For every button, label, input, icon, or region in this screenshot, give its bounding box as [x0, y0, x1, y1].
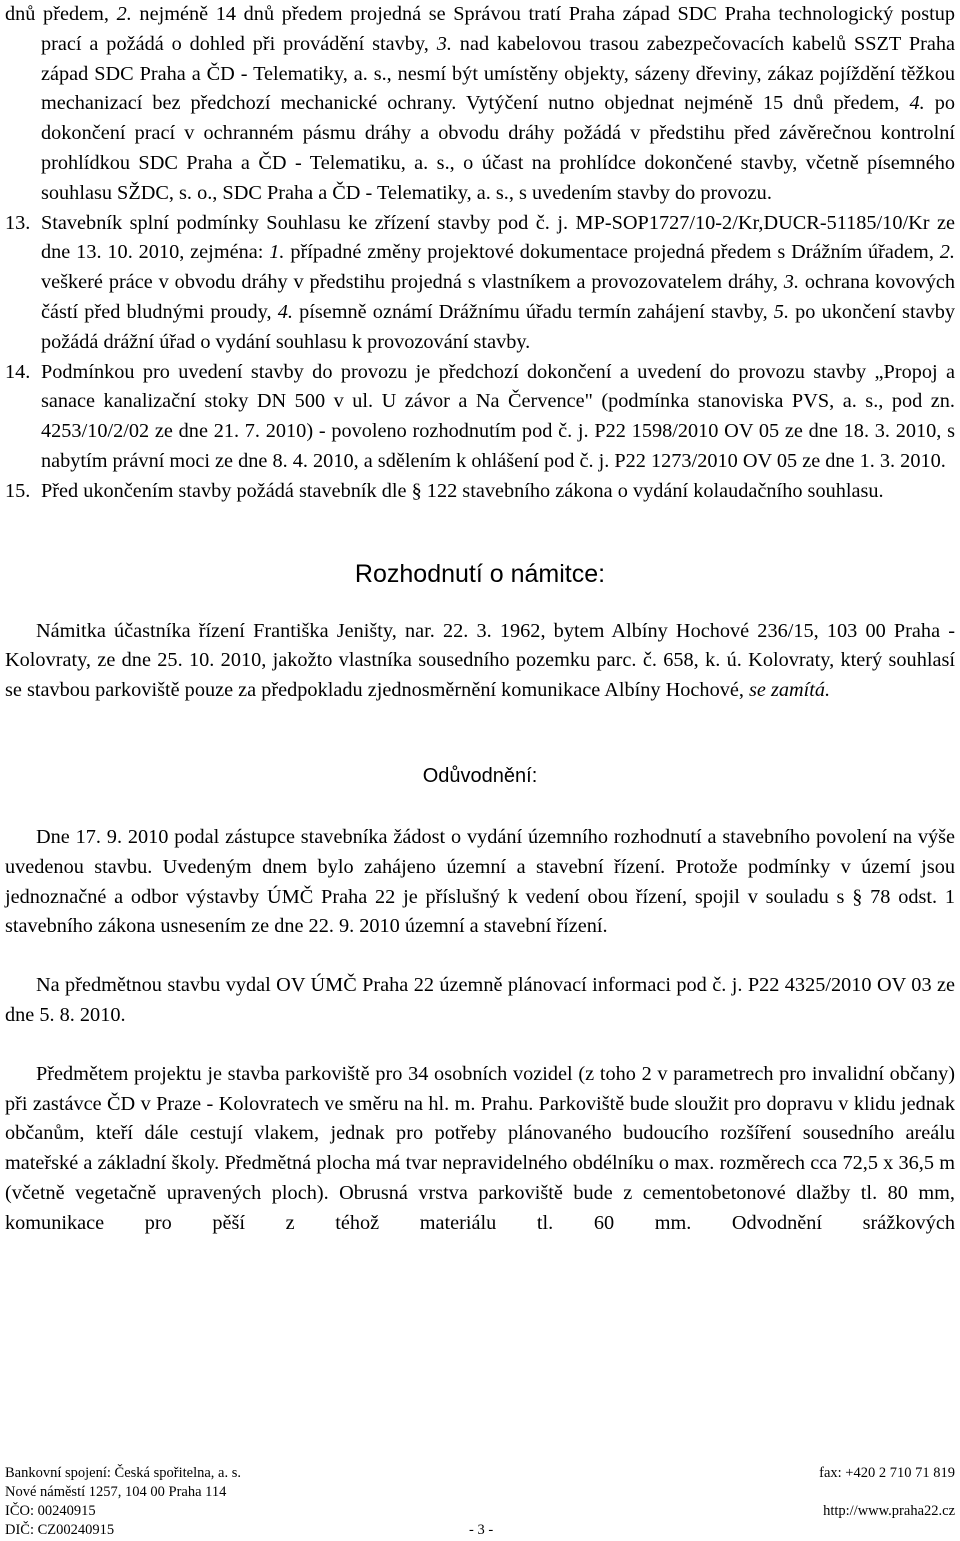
- page-number: - 3 -: [469, 1522, 494, 1538]
- objection-heading: Rozhodnutí o námitce:: [354, 559, 606, 588]
- footer-row: [5, 1502, 955, 1521]
- bank-details: Bankovní spojení: Česká spořitelna, a. s.: [5, 1465, 241, 1481]
- text-run: nejméně 14 dnů předem projedná se Správou tratí Praha západ SDC Praha technologický postup prací a požádá o dohled při provádění stavby,: [41, 3, 956, 55]
- sub-number: 4.: [277, 300, 293, 323]
- sub-number: 4.: [909, 92, 925, 115]
- condition-15: [5, 477, 955, 507]
- document-body: [5, 0, 955, 1239]
- text-run: nad kabelovou trasou zabezpečovacích kabelů SSZT Praha západ SDC Praha a ČD - Telematiky, a. s., nesmí být umístěny objekty, sázeny dřeviny, zákaz pojíždění těžkou mechanizací bez předchozí mechanické ochrany. Vytýčení nutno objednat nejméně 15 dnů předem,: [41, 32, 955, 115]
- list-number: 15.: [5, 479, 31, 502]
- office-address: Nové náměstí 1257, 104 00 Praha 114: [5, 1484, 227, 1500]
- objection-verdict: se zamítá.: [749, 679, 831, 702]
- list-number: 14.: [5, 360, 31, 383]
- condition-14: [5, 358, 955, 477]
- sub-number: 1.: [269, 241, 285, 264]
- reasoning-heading: Odůvodnění:: [422, 764, 538, 787]
- reasoning-paragraph-3: Předmětem projektu je stavba parkoviště pro 34 osobních vozidel (z toho 2 v parametrech pro invalidní občany) při zastávce ČD v Praze - Kolovratech ve směru na hl. m. Prahu. Parkoviště bude sloužit pro dopravu v klidu jednak občanům, kteří dále cestují vlakem, jednak pro potřeby plánovaného budoucího rozšíření sousedního areálu mateřské a základní školy. Předmětná plocha má tvar nepravidelného obdélníku o max. rozměrech cca 72,5 x 36,5 m (včetně vegetačně upravených ploch). Obrusná vrstva parkoviště bude z cementobetonové dlažby tl. 80 mm, komunikace pro pěší z téhož materiálu tl. 60 mm. Odvodnění srážkových: [5, 1062, 955, 1234]
- objection-paragraph: Námitka účastníka řízení Františka Jeništy, nar. 22. 3. 1962, bytem Albíny Hochové 236/15, 103 00 Praha - Kolovraty, ze dne 25. 10. 2010, jakožto vlastníka sousedního pozemku parc. č. 658, k. ú. Kolovraty, který souhlasí se stavbou parkoviště pouze za předpokladu zjednosměrnění komunikace Albíny Hochové, se zamítá.: [5, 619, 955, 702]
- ico-number: IČO: 00240915: [5, 1503, 96, 1519]
- sub-number: 3.: [783, 271, 800, 294]
- footer-row: [5, 1483, 955, 1502]
- dic-number: DIČ: CZ00240915: [5, 1522, 115, 1538]
- fax-number: fax: +420 2 710 71 819: [819, 1465, 955, 1481]
- footer-row: [5, 1464, 955, 1483]
- paragraph-gap: [5, 942, 955, 971]
- text-run: dnů předem,: [5, 3, 117, 25]
- condition-13: [5, 209, 955, 358]
- reasoning-paragraph-1: Dne 17. 9. 2010 podal zástupce stavebníka žádost o vydání územního rozhodnutí a stavebního povolení na výše uvedenou stavbu. Uvedeným dnem bylo zahájeno územní a stavební řízení. Protože podmínky v území jsou jednoznačné a odbor výstavby ÚMČ Praha 22 je příslušný k vedení obou řízení, spojil v souladu s § 78 odst. 1 stavebního zákona usnesením ze dne 22. 9. 2010 územní a stavební řízení.: [5, 825, 955, 938]
- sub-number: 5.: [773, 300, 790, 323]
- sub-number: 3.: [436, 32, 452, 55]
- website-link[interactable]: http://www.praha22.cz: [823, 1503, 955, 1519]
- sub-number: 2.: [939, 241, 955, 264]
- reasoning-paragraph-2: Na předmětnou stavbu vydal OV ÚMČ Praha 22 územně plánovací informaci pod č. j. P22 4325/2010 OV 03 ze dne 5. 8. 2010.: [5, 974, 955, 1026]
- list-number: 13.: [5, 211, 31, 234]
- sub-number: 2.: [116, 3, 132, 25]
- page-footer: [5, 1464, 955, 1540]
- list-text: Podmínkou pro uvedení stavby do provozu je předchozí dokončení a uvedení do provozu stavby „Propoj a sanace kanalizační stoky DN 500 v ul. U závor a Na Července" (podmínka stanoviska PVS, a. s., pod zn. 4253/10/2/02 ze dne 21. 7. 2010) - povoleno rozhodnutím pod č. j. P22 1598/2010 OV 05 ze dne 18. 3. 2010, s nabytím právní moci ze dne 8. 4. 2010, a sdělením k ohlášení pod č. j. P22 1273/2010 OV 05 ze dne 1. 3. 2010.: [41, 360, 955, 472]
- list-text: Před ukončením stavby požádá stavebník dle § 122 stavebního zákona o vydání kolaudačního souhlasu.: [41, 479, 884, 502]
- condition-12-continuation: [5, 0, 955, 209]
- list-text: Stavebník splní podmínky Souhlasu ke zřízení stavby pod č. j. MP-SOP1727/10-2/Kr,DUCR-51185/10/Kr ze dne 13. 10. 2010, zejména: 1. případné změny projektové dokumentace projedná předem s Drážním úřadem, 2. veškeré práce v obvodu dráhy v předstihu projedná s vlastníkem a provozovatelem dráhy, 3. ochrana kovových částí před bludnými proudy, 4. písemně oznámí Drážnímu úřadu termín zahájení stavby, 5. po ukončení stavby požádá drážní úřad o vydání souhlasu k provozování stavby.: [41, 211, 955, 353]
- text-run: po dokončení prací v ochranném pásmu dráhy a obvodu dráhy požádá v předstihu před závěrečnou kontrolní prohlídkou SDC Praha a ČD - Telematiku, a. s., o účast na prohlídce dokončené stavby, včetně písemného souhlasu SŽDC, s. o., SDC Praha a ČD - Telematiky, a. s., s uvedením stavby do provozu.: [41, 92, 955, 204]
- paragraph-gap: [5, 1031, 955, 1060]
